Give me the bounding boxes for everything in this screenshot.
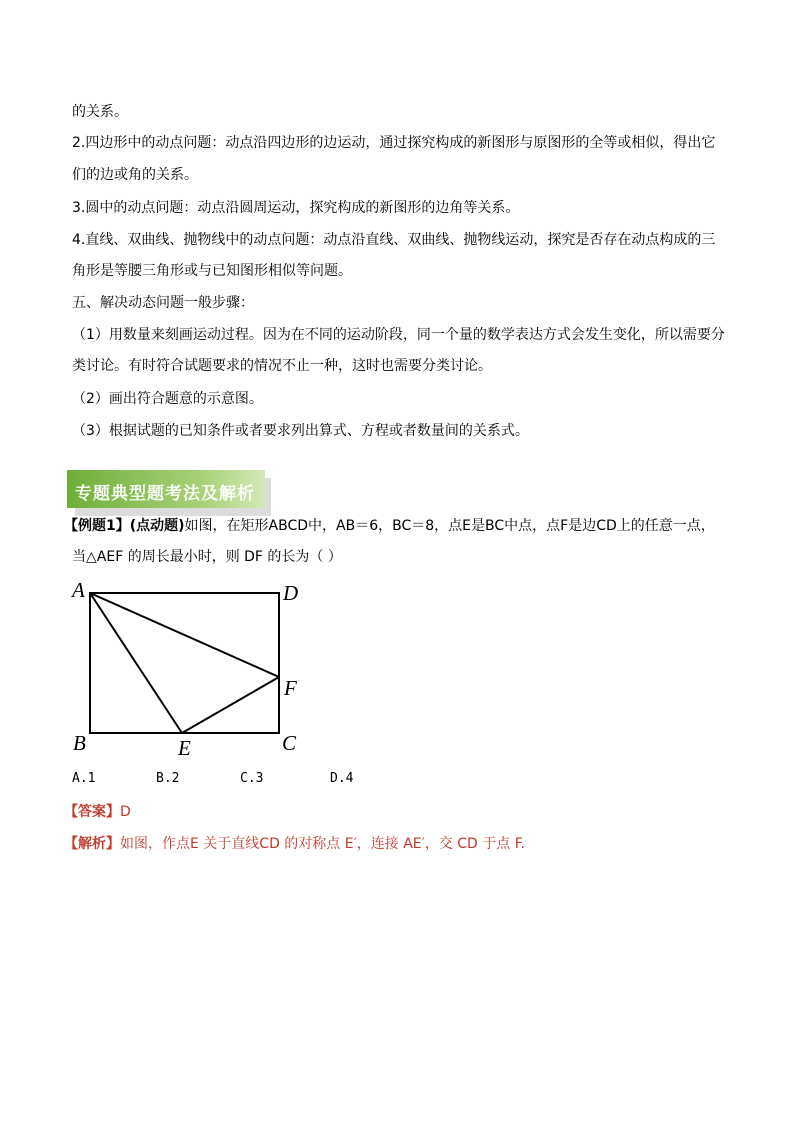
answer-tag: 【答案】 [64, 804, 120, 820]
label-a: A [72, 578, 85, 602]
segment-ef [182, 677, 279, 733]
label-d: D [283, 581, 299, 605]
rectangle-abcd [90, 593, 279, 733]
label-c: C [282, 731, 297, 755]
label-f: F [284, 676, 297, 700]
step-2: （2）画出符合题意的示意图。 [72, 391, 263, 407]
analysis-text: 如图，作点E 关于直线CD 的对称点 E′，连接 AE′，交 CD 于点 F. [120, 836, 525, 852]
text-line-5: 4.直线、双曲线、抛物线中的动点问题：动点沿直线、双曲线、抛物线运动，探究是否存在动点构成的三 [72, 232, 716, 248]
section-heading: 五、解决动态问题一般步骤： [72, 295, 254, 311]
choice-c: C.3 [240, 771, 264, 786]
section-banner [67, 470, 271, 512]
text-line-1: 的关系。 [72, 104, 128, 120]
example-text-1: 如图，在矩形ABCD中，AB＝6，BC＝8，点E是BC中点，点F是边CD上的任意一点， [184, 518, 715, 534]
choice-d: D.4 [330, 771, 354, 786]
answer-value: D [120, 804, 131, 820]
geometry-figure [60, 575, 320, 765]
example-tag: 【例题1】(点动题) [64, 518, 185, 534]
step-1-line-1: （1）用数量来刻画运动过程。因为在不同的运动阶段，同一个量的数学表达方式会发生变化，所以需要分 [72, 327, 725, 343]
analysis-tag: 【解析】 [64, 836, 120, 852]
label-b: B [73, 731, 86, 755]
step-1-line-2: 类讨论。有时符合试题要求的情况不止一种，这时也需要分类讨论。 [72, 358, 492, 374]
text-line-4: 3.圆中的动点问题：动点沿圆周运动，探究构成的新图形的边角等关系。 [72, 200, 520, 216]
banner-title: 专题典型题考法及解析 [75, 484, 255, 504]
choice-a: A.1 [72, 771, 96, 786]
step-3: （3）根据试题的已知条件或者要求列出算式、方程或者数量间的关系式。 [72, 423, 529, 439]
label-e: E [178, 736, 191, 760]
choice-b: B.2 [156, 771, 180, 786]
example-line-1 [64, 516, 715, 536]
text-line-3: 们的边或角的关系。 [72, 167, 198, 183]
analysis-line [64, 834, 525, 854]
text-line-2: 2.四边形中的动点问题：动点沿四边形的边运动，通过探究构成的新图形与原图形的全等或相似，得出它 [72, 135, 716, 151]
example-line-2: 当△AEF 的周长最小时，则 DF 的长为（ ） [72, 549, 342, 565]
answer-line [64, 802, 131, 822]
text-line-6: 角形是等腰三角形或与已知图形相似等问题。 [72, 263, 352, 279]
